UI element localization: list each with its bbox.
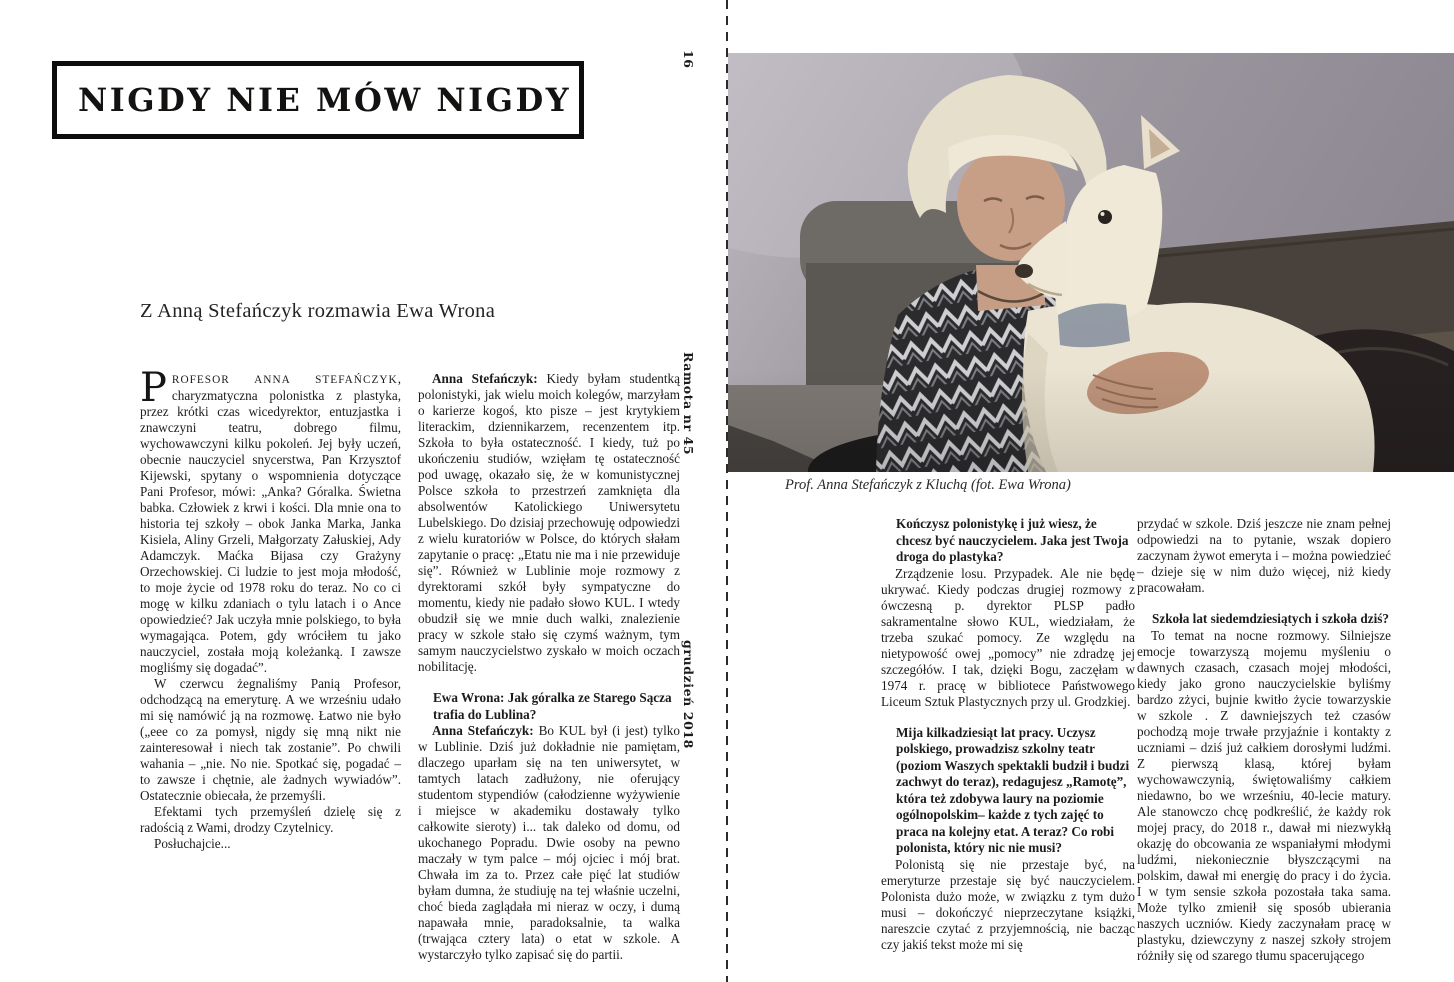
article-subtitle: Z Anną Stefańczyk rozmawia Ewa Wrona bbox=[140, 300, 496, 322]
page-number: 16 bbox=[681, 50, 696, 69]
speaker-label: Anna Stefańczyk: bbox=[432, 723, 534, 738]
page-title: NIGDY NIE MÓW NIGDY bbox=[78, 81, 572, 119]
photo-caption: Prof. Anna Stefańczyk z Kluchą (fot. Ewa Wrona) bbox=[785, 477, 1071, 493]
drop-cap: P bbox=[140, 365, 167, 411]
interview-question: Mija kilkadziesiąt lat pracy. Uczysz polskiego, prowadzisz szkolny teatr (poziom Waszych spektakli budził i budzi zachwyt do teraz), redagujesz „Ramotę”, która też zdobywa laury na poziomie ogólnopolskim– każde z tych zajęć to praca na kolejny etat. A teraz? Co robi polonista, który nic nie musi? bbox=[896, 724, 1130, 855]
left-page-column-2 bbox=[418, 371, 680, 963]
right-page-column-1 bbox=[881, 516, 1135, 953]
right-page-column-2 bbox=[1137, 516, 1391, 964]
lead-small-caps: ROFESOR ANNA STEFAŃCZYK bbox=[171, 374, 398, 386]
answer-paragraph: Anna Stefańczyk: Bo KUL był (i jest) tylko w Lublinie. Dziś już dokładnie nie pamiętam, dlaczego uparłam się na ten uniwersytet, w tamtych latach zadłużony, nie oferujący studentom stypendiów (całodzienne wyżywienie i miejsce w akademiku dostawały tylko całkowite sieroty) i... tak daleko od domu, od ukochanego Popradu. Dwie osoby na pewno maczały w tym palce – mój ojciec i mój brat. Chwała im za to. Przez całe pięć lat studiów byłam dumna, że studiuję na tej właśnie uczelni, choć bieda zaglądała mi nieraz w oczy, i dumą napawała mnie, paradoksalnie, ta walka (trwająca cztery lata) o etat w szkole. A wystarczyło tylko zapisać się do partii. bbox=[418, 723, 680, 962]
left-page-column-1 bbox=[140, 365, 401, 852]
issue-date: grudzień 2018 bbox=[681, 640, 696, 749]
answer-paragraph: Anna Stefańczyk: Kiedy byłam studentką polonistyki, jak wielu moich kolegów, marzyłam o karierze kogoś, kto pisze – jest krytykiem literackim, dziennikarzem, recenzentem itp. Szkoła to była ostateczność. I kiedy, tuż po ukończeniu studiów, wzięłam tę ostateczność pod uwagę, okazało się, że w komunistycznej Polsce szkoła to przestrzeń zamknięta dla absolwentów Katolickiego Uniwersytetu Lubelskiego. Do dzisiaj przechowuję odpowiedzi z wielu kuratoriów w Polsce, do których słałam zapytanie o pracę: „Etatu nie ma i nie przewiduje się”. Również w Lublinie moje rozmowy z dyrektorami szkół były sympatyczne do momentu, kiedy nie padało słowo KUL. I wtedy obudził się we mnie duch walki, znalezienie pracy w szkole stało się czymś ważnym, tym samym nauczycielstwo zyskało w moich oczach nobilitację. bbox=[418, 371, 681, 674]
intro-paragraph-3: Efektami tych przemyśleń dzielę się z radością z Wami, drodzy Czytelnicy. bbox=[140, 804, 401, 835]
interview-question: Ewa Wrona: Jak góralka ze Starego Sącza trafia do Lublina? bbox=[433, 690, 672, 722]
answer-paragraph: Zrządzenie losu. Przypadek. Ale nie będę ukrywać. Kiedy podczas drugiej rozmowy z ówczesną p. dyrektor PLSP padło sakramentalne słowo KUL, wiedziałam, że trzeba szukać pomocy. Ze względu na nietypowość owej „pomocy” nie zdradzę jej szczegółów. I tak, dzięki Bogu, zaczęłam w 1974 r. pracę w bibliotece Państwowego Liceum Sztuk Plastycznych przy ul. Grodzkiej. bbox=[881, 565, 1135, 709]
interview-question: Kończysz polonistykę i już wiesz, że chcesz być nauczycielem. Jaka jest Twoja droga do plastyka? bbox=[896, 516, 1129, 564]
intro-paragraph: PROFESOR ANNA STEFAŃCZYK, charyzmatyczna polonistka z plastyka, przez krótki czas wicedyrektor, entuzjastka i znawczyni teatru, dobrego filmu, wychowawczyni kilku pokoleń. Jej były uczeń, obecnie nauczyciel snycerstwa, Pan Krzysztof Kijewski, spytany o wspomnienia dotyczące Pani Profesor, mówi: „Anka? Góralka. Świetna babka. Człowiek z krwi i kości. Dla mnie ona to historia tej szkoły – obok Janka Marka, Janka Kisiela, Aliny Grzeli, Małgorzaty Załuskiej, Ady Adamczyk. Maćka Bijasa czy Grażyny Orzechowskiej. Ci ludzie to jest moja młodość, to moje życie od 1978 roku do teraz. No co ci mogę w kilku zdaniach o tylu latach i o Ance opowiedzieć? Jak uczyła mnie polskiego, to była wymagająca. Potem, gdy wróciłem tu jako nauczyciel, została moją koleżanką. I zawsze mogliśmy się dogadać”. bbox=[140, 365, 401, 675]
answer-paragraph: Polonistą się nie przestaje być, na emeryturze przestaje się być nauczycielem. Polonista dużo może, w związku z tym dużo musi – dokończyć nieprzeczytane książki, nareszcie czytać z przyjemnością, nie bacząc czy jakiś tekst może mi się bbox=[881, 856, 1135, 952]
answer-paragraph: To temat na nocne rozmowy. Silniejsze emocje towarzyszą mojemu myśleniu o dawnych czasach, czasach mojej młodości, kiedy jako grono nauczycielskie byliśmy bardzo zżyci, bujnie kwitło życie towarzyskie w szkole . Z dawniejszych też czasów pochodzą moje trwałe przyjaźnie i kontakty z uczniami – dziś już całkiem dorosłymi ludźmi. Z pierwszą klasą, której byłam wychowawczynią, świętowaliśmy całkiem niedawno, bo we wrześniu, 40-lecie matury. Ale stanowczo chcę podkreślić, że każdy rok mojej pracy, do 2018 r., dawał mi niezwykłą okazję do obcowania ze wspaniałymi młodymi ludźmi, niekoniecznie błyszczącymi na polskim, dawał mi energię do pracy i do życia. I w tym sensie szkoła pozostała taka sama. Może tylko zmienił się sposób ubierania naszych uczniów. Kiedy zaczynałam pracę w plastyku, dziewczyny z naszej szkoły strojem różniły się od szarego tłumu spacerującego bbox=[1137, 627, 1391, 963]
article-title-box bbox=[52, 61, 584, 139]
journal-name: Ramota nr 45 bbox=[681, 352, 696, 456]
answer-paragraph-continued: przydać w szkole. Dziś jeszcze nie znam pełnej odpowiedzi na to pytanie, wszak dopiero zaczynam żywot emeryta i – można powiedzieć – dzieje się w nim dużo więcej, niż kiedy pracowałam. bbox=[1137, 516, 1391, 595]
interview-question: Szkoła lat siedemdziesiątych i szkoła dziś? bbox=[1152, 611, 1390, 626]
intro-paragraph-4: Posłuchajcie... bbox=[154, 836, 231, 851]
intro-paragraph-2: W czerwcu żegnaliśmy Panią Profesor, odchodzącą na emeryturę. A we wrześniu udało mi się namówić ją na rozmowę. Łatwo nie było („eee co za pomysł, nigdy się mną nikt nie zainteresował i niech tak zostanie”. Po chwili wahania – „nie. No nie. Spotkać się, pogadać – to zawsze i chętnie, ale żadnych wywiadów”. Ostatecznie obiecała, że przemyśli. bbox=[140, 676, 401, 803]
speaker-label: Anna Stefańczyk: bbox=[432, 371, 538, 386]
photo-anna-with-dog bbox=[728, 53, 1454, 472]
